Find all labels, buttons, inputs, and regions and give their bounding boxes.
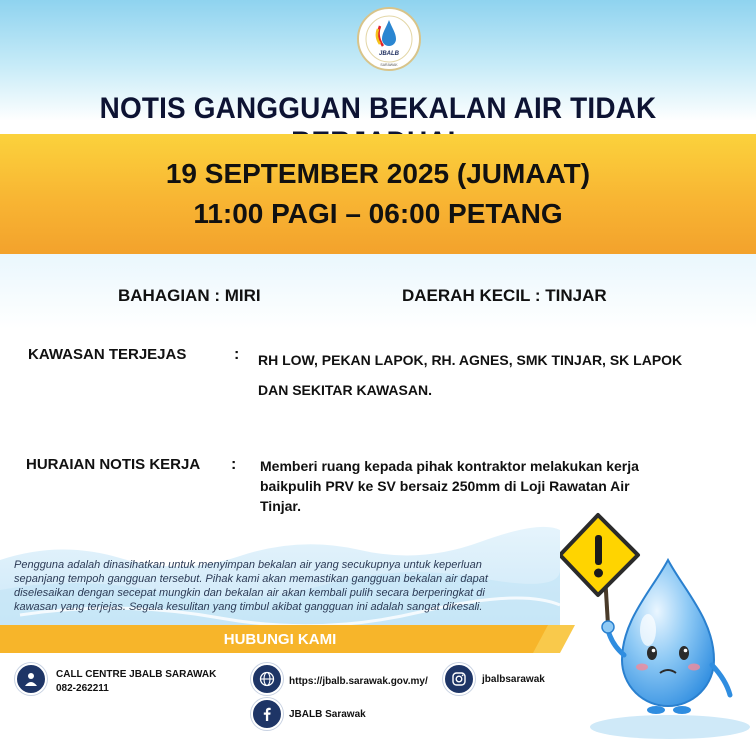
huraian-line-2: baikpulih PRV ke SV bersaiz 250mm di Loji Rawatan Air [260, 478, 630, 494]
notice-line-1: Pengguna adalah dinasihatkan untuk menyimpan bekalan air yang secukupnya untuk keperluan [14, 559, 482, 571]
instagram-handle[interactable]: jbalbsarawak [482, 674, 545, 685]
warning-icon [560, 515, 638, 595]
instagram-icon [443, 663, 475, 695]
kawasan-line-1: RH LOW, PEKAN LAPOK, RH. AGNES, SMK TINJAR, SK LAPOK [258, 352, 683, 368]
advisory-notice [14, 558, 549, 614]
kawasan-line-2: DAN SEKITAR KAWASAN. [258, 382, 432, 398]
svg-text:JBALB: JBALB [378, 51, 400, 57]
contact-title: HUBUNGI KAMI [223, 631, 337, 648]
notice-line-3: diselesaikan dengan secepat mungkin dan bekalan air akan kembali pulih secara berperingkat di [14, 587, 485, 599]
daerah-label: DAERAH KECIL : TINJAR [402, 286, 607, 305]
call-centre-number[interactable]: 082-262211 [56, 683, 109, 694]
huraian-line-3: Tinjar. [260, 498, 301, 514]
facebook-icon [251, 698, 283, 730]
person-icon [15, 663, 47, 695]
water-drop-mascot [560, 505, 756, 745]
globe-icon [251, 663, 283, 695]
bahagian-label: BAHAGIAN : MIRI [118, 286, 261, 305]
date-band [0, 134, 756, 254]
notice-line-2: sepanjang tempoh gangguan tersebut. Pihak kami akan memastikan gangguan bekalan air dapat [14, 573, 488, 585]
kawasan-label: KAWASAN TERJEJAS [28, 346, 187, 363]
website-link[interactable]: https://jbalb.sarawak.gov.my/ [289, 676, 428, 687]
kawasan-colon: : [234, 346, 240, 363]
jbalb-logo [356, 6, 422, 72]
svg-text:SARAWAK: SARAWAK [380, 63, 398, 67]
disruption-date: 19 SEPTEMBER 2025 (JUMAAT) [165, 158, 591, 189]
call-centre-label: CALL CENTRE JBALB SARAWAK [56, 669, 217, 680]
huraian-label: HURAIAN NOTIS KERJA [26, 456, 201, 473]
notice-line-4: kawasan yang terjejas. Segala kesulitan yang timbul akibat gangguan ini adalah sangat dikesali. [14, 601, 483, 613]
huraian-colon: : [231, 456, 237, 473]
page-title: NOTIS GANGGUAN BEKALAN AIR TIDAK [99, 92, 657, 125]
facebook-page[interactable]: JBALB Sarawak [289, 709, 366, 720]
disruption-time: 11:00 PAGI – 06:00 PETANG [193, 198, 563, 229]
huraian-line-1: Memberi ruang kepada pihak kontraktor melakukan kerja [260, 458, 639, 474]
